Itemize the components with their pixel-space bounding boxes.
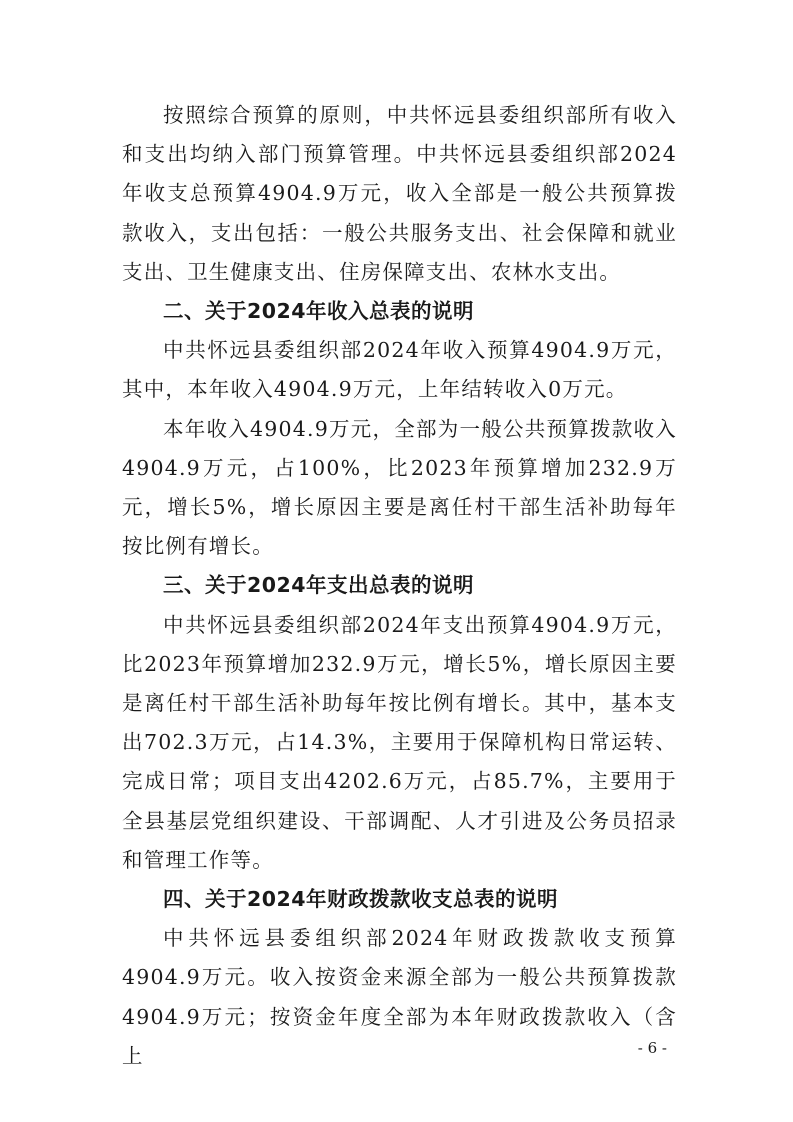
document-body bbox=[122, 96, 677, 1076]
paragraph-fiscal-appropriation: 中共怀远县委组织部2024年财政拨款收支预算4904.9万元。收入按资金来源全部为一般公共预算拨款4904.9万元；按资金年度全部为本年财政拨款收入（含上 bbox=[122, 926, 677, 1068]
section-heading-income-table: 二、关于2024年收入总表的说明 bbox=[163, 299, 475, 324]
paragraph-income-budget: 中共怀远县委组织部2024年收入预算4904.9万元，其中，本年收入4904.9万元，上年结转收入0万元。 bbox=[122, 338, 677, 402]
paragraph-current-year-income: 本年收入4904.9万元，全部为一般公共预算拨款收入4904.9万元，占100%，比2023年预算增加232.9万元，增长5%，增长原因主要是离任村干部生活补助每年按比例有增长。 bbox=[122, 416, 677, 559]
paragraph-expenditure-budget: 中共怀远县委组织部2024年支出预算4904.9万元，比2023年预算增加232.9万元，增长5%，增长原因主要是离任村干部生活补助每年按比例有增长。其中，基本支出702.3万元，占14.3%，主要用于保障机构日常运转、完成日常；项目支出4202.6万元，占85.7%，主要用于全县基层党组织建设、干部调配、人才引进及公务员招录和管理工作等。 bbox=[122, 612, 677, 872]
section-heading-fiscal-appropriation-table: 四、关于2024年财政拨款收支总表的说明 bbox=[163, 887, 559, 912]
page-number: - 6 - bbox=[637, 1039, 667, 1057]
section-heading-expenditure-table: 三、关于2024年支出总表的说明 bbox=[163, 573, 475, 598]
paragraph-budget-overview: 按照综合预算的原则，中共怀远县委组织部所有收入和支出均纳入部门预算管理。中共怀远县委组织部2024年收支总预算4904.9万元，收入全部是一般公共预算拨款收入，支出包括：一般公共服务支出、社会保障和就业支出、卫生健康支出、住房保障支出、农林水支出。 bbox=[122, 103, 677, 284]
